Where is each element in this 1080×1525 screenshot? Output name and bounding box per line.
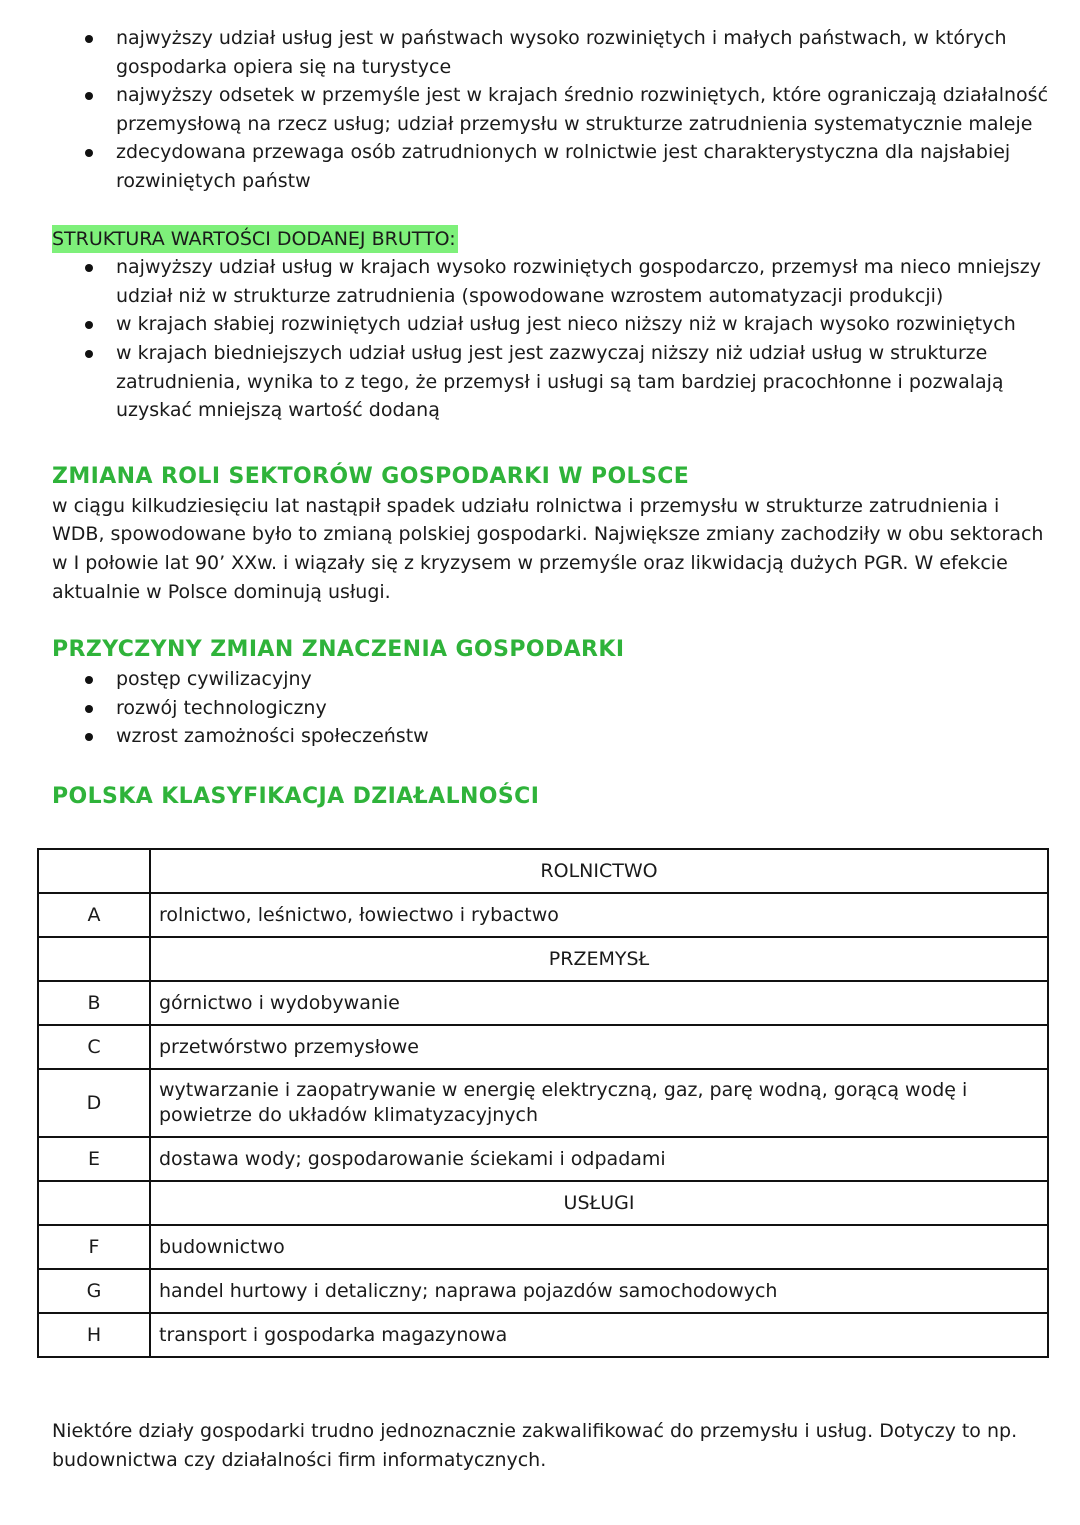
zmiana-section [52,462,1052,606]
table-cell-code: F [38,1225,150,1269]
table-cell-code: C [38,1025,150,1069]
section-heading-pkd: POLSKA KLASYFIKACJA DZIAŁALNOŚCI [52,783,540,809]
table-row [38,849,1048,893]
list-item: w krajach słabiej rozwiniętych udział usług jest nieco niższy niż w krajach wysoko rozwiniętych [116,310,1052,339]
list-item: w krajach biedniejszych udział usług jest jest zazwyczaj niższy niż udział usług w strukturze zatrudnienia, wynika to z tego, że przemysł i usługi są tam bardziej pracochłonne i pozwalają uzyskać mniejszą wartość dodaną [116,339,1052,425]
table-cell-code [38,849,150,893]
table-row [38,1225,1048,1269]
table-row [38,1181,1048,1225]
table-cell-code: D [38,1069,150,1137]
table-cell-code: A [38,893,150,937]
list-item: najwyższy odsetek w przemyśle jest w krajach średnio rozwiniętych, które ograniczają działalność przemysłową na rzecz usług; udział przemysłu w strukturze zatrudnienia systematycznie maleje [116,81,1052,138]
table-cell-code: B [38,981,150,1025]
table-row [38,893,1048,937]
table-cell-code [38,1181,150,1225]
table-row [38,937,1048,981]
wdb-section [52,196,1052,425]
table-cell-code: E [38,1137,150,1181]
footer-note: Niektóre działy gospodarki trudno jednoznacznie zakwalifikować do przemysłu i usług. Dotyczy to np. budownictwa czy działalności firm informatycznych. [52,1420,1018,1471]
employment-structure-list [52,24,1052,196]
document-page [52,24,1052,812]
table-row [38,1313,1048,1357]
table-row [38,1137,1048,1181]
pkd-table [37,848,1049,1358]
table-cell-description: transport i gospodarka magazynowa [150,1313,1048,1357]
table-row [38,1069,1048,1137]
table-cell-code [38,937,150,981]
table-row [38,981,1048,1025]
table-cell-description: handel hurtowy i detaliczny; naprawa pojazdów samochodowych [150,1269,1048,1313]
table-cell-description: budownictwo [150,1225,1048,1269]
table-cell-description: przetwórstwo przemysłowe [150,1025,1048,1069]
table-cell-description: rolnictwo, leśnictwo, łowiectwo i rybactwo [150,893,1048,937]
section-heading-zmiana: ZMIANA ROLI SEKTORÓW GOSPODARKI W POLSCE [52,463,690,489]
list-item: najwyższy udział usług jest w państwach wysoko rozwiniętych i małych państwach, w których gospodarka opiera się na turystyce [116,24,1052,81]
table-cell-code: H [38,1313,150,1357]
zmiana-paragraph: w ciągu kilkudziesięciu lat nastąpił spadek udziału rolnictwa i przemysłu w strukturze zatrudnienia i WDB, spowodowane było to zmianą polskiej gospodarki. Największe zmiany zachodziły w obu sektorach w I połowie lat 90’ XXw. i wiązały się z kryzysem w przemyśle oraz likwidacją dużych PGR. W efekcie aktualnie w Polsce dominują usługi. [52,494,1044,603]
table-cell-description: wytwarzanie i zaopatrywanie w energię elektryczną, gaz, parę wodną, gorącą wodę i powietrze do układów klimatyzacyjnych [150,1069,1048,1137]
list-item: rozwój technologiczny [116,694,1052,723]
table-cell-description: dostawa wody; gospodarowanie ściekami i odpadami [150,1137,1048,1181]
list-item: zdecydowana przewaga osób zatrudnionych w rolnictwie jest charakterystyczna dla najsłabiej rozwiniętych państw [116,138,1052,195]
table-cell-description: górnictwo i wydobywanie [150,981,1048,1025]
list-item: wzrost zamożności społeczeństw [116,722,1052,751]
list-item: postęp cywilizacyjny [116,665,1052,694]
table-row [38,1025,1048,1069]
section-heading-przyczyny: PRZYCZYNY ZMIAN ZNACZENIA GOSPODARKI [52,637,625,663]
wdb-highlight-label: STRUKTURA WARTOŚCI DODANEJ BRUTTO: [52,225,458,253]
table-cell-code: G [38,1269,150,1313]
wdb-list [52,253,1052,425]
table-cell-category: PRZEMYSŁ [150,937,1048,981]
table-cell-category: USŁUGI [150,1181,1048,1225]
przyczyny-list [52,665,1052,751]
table-row [38,1269,1048,1313]
pkd-section [52,782,1052,812]
table-cell-category: ROLNICTWO [150,849,1048,893]
list-item: najwyższy udział usług w krajach wysoko rozwiniętych gospodarczo, przemysł ma nieco mniejszy udział niż w strukturze zatrudnienia (spowodowane wzrostem automatyzacji produkcji) [116,253,1052,310]
przyczyny-section [52,635,1052,751]
